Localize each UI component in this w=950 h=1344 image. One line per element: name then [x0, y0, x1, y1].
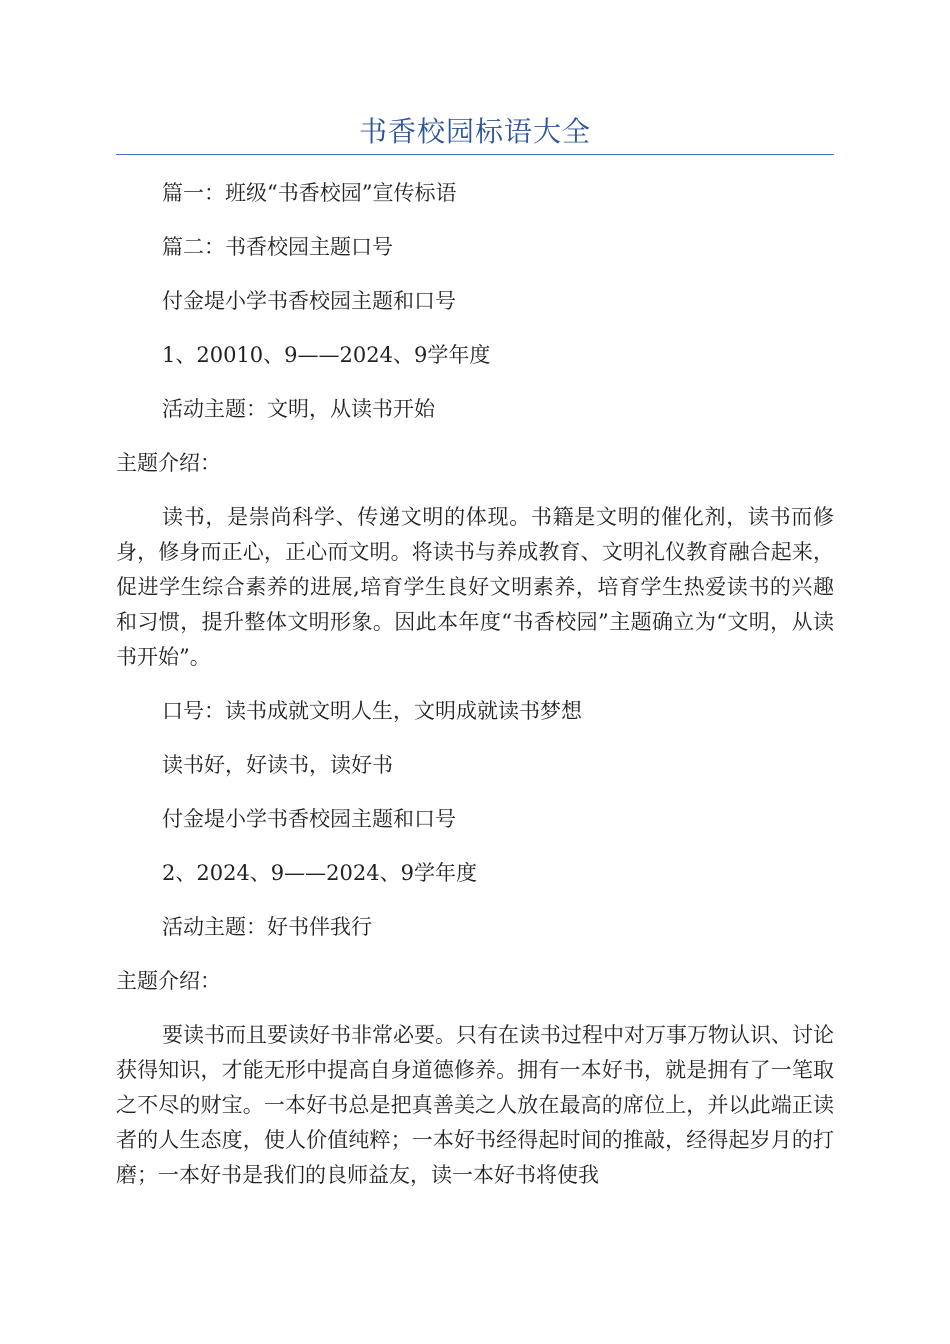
- document-body: [116, 176, 834, 1212]
- paragraph-2: 篇二：书香校园主题口号: [162, 235, 393, 259]
- paragraph-9: 读书好，好读书，读好书: [162, 753, 393, 777]
- title-underline: [116, 154, 834, 155]
- paragraph-13: 主题介绍：: [116, 969, 221, 993]
- paragraph-8: 口号：读书成就文明人生，文明成就读书梦想: [162, 699, 582, 723]
- paragraph-7: 读书，是崇尚科学、传递文明的体现。书籍是文明的催化剂，读书而修身，修身而正心，正心而文明。将读书与养成教育、文明礼仪教育融合起来，促进学生综合素养的进展,培育学生良好文明素养，培育学生热爱读书的兴趣和习惯，提升整体文明形象。因此本年度“书香校园”主题确立为“文明，从读书开始”。: [116, 505, 834, 669]
- document-title: 书香校园标语大全: [358, 115, 591, 148]
- paragraph-3: 付金堤小学书香校园主题和口号: [162, 289, 456, 313]
- paragraph-14: 要读书而且要读好书非常必要。只有在读书过程中对万事万物认识、讨论获得知识，才能无形中提高自身道德修养。拥有一本好书，就是拥有了一笔取之不尽的财宝。一本好书总是把真善美之人放在最高的席位上，并以此端正读者的人生态度，使人价值纯粹；一本好书经得起时间的推敲，经得起岁月的打磨；一本好书是我们的良师益友，读一本好书将使我: [116, 1023, 834, 1187]
- paragraph-5: 活动主题：文明，从读书开始: [162, 397, 435, 421]
- paragraph-4: 1、20010、9——2024、9学年度: [162, 343, 491, 367]
- paragraph-11: 2、2024、9——2024、9学年度: [162, 861, 477, 885]
- paragraph-6: 主题介绍：: [116, 451, 221, 475]
- paragraph-10: 付金堤小学书香校园主题和口号: [162, 807, 456, 831]
- paragraph-12: 活动主题：好书伴我行: [162, 915, 372, 939]
- paragraph-1: 篇一：班级“书香校园”宣传标语: [162, 181, 457, 205]
